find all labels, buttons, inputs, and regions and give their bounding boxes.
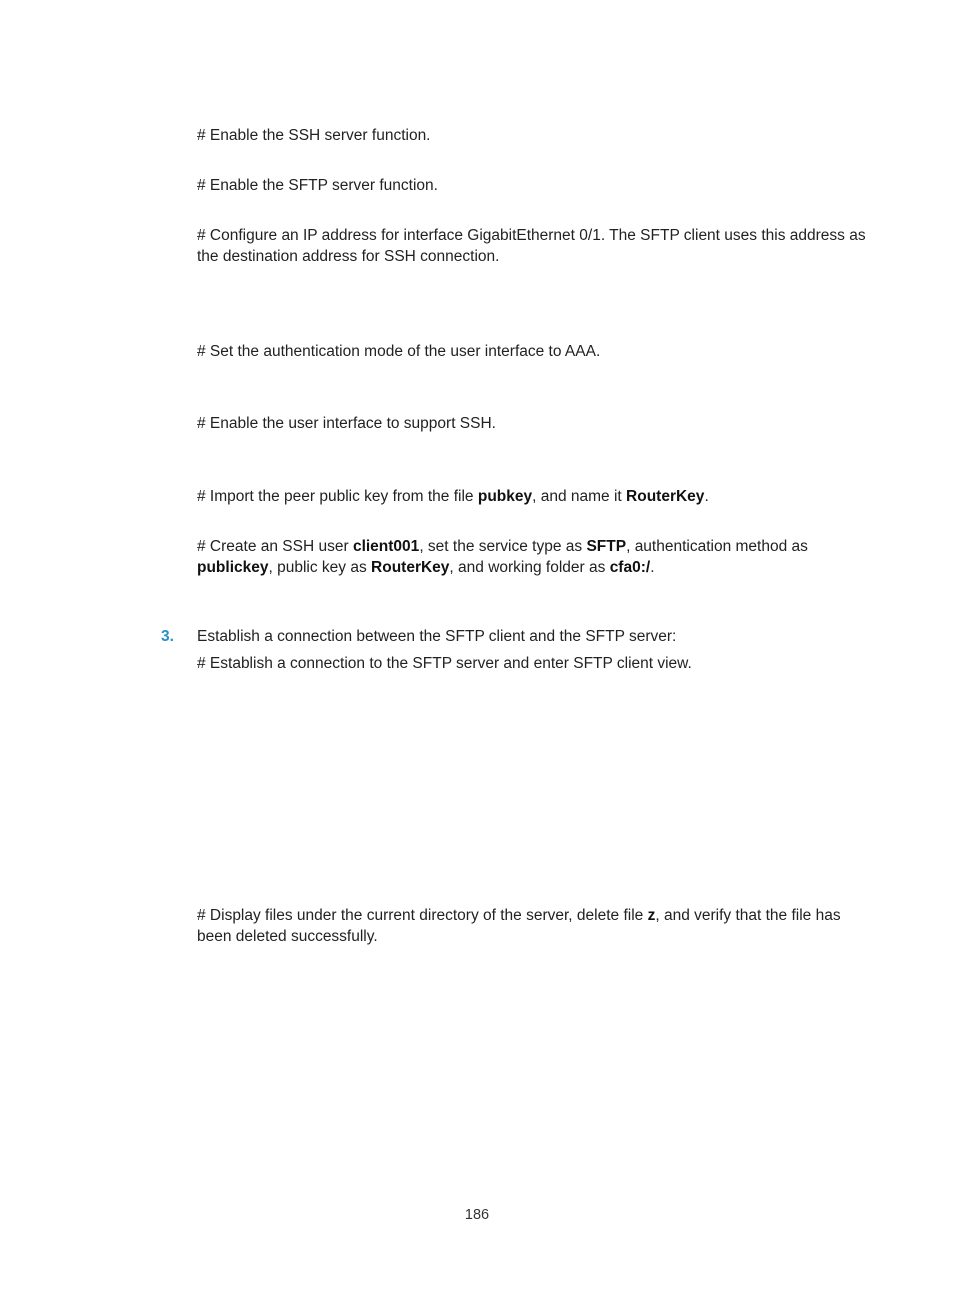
keyword: cfa0:/ <box>609 559 651 576</box>
keyword: z <box>647 907 656 924</box>
instruction-create-user: # Create an SSH user client001, set the service type as SFTP, authentication method as publickey, public key as RouterKey, and working folder as cfa0:/. <box>197 538 808 576</box>
keyword: SFTP <box>586 538 627 555</box>
instruction-configure-ip: # Configure an IP address for interface GigabitEthernet 0/1. The SFTP client uses this address as the destination address for SSH connection. <box>197 227 866 265</box>
keyword: RouterKey <box>626 488 705 505</box>
instruction-support-ssh: # Enable the user interface to support SSH. <box>197 415 496 432</box>
step-heading: Establish a connection between the SFTP client and the SFTP server: <box>197 628 677 645</box>
keyword: pubkey <box>477 488 533 505</box>
keyword: client001 <box>352 538 420 555</box>
step-number: 3. <box>161 628 174 645</box>
keyword: RouterKey <box>371 559 450 576</box>
keyword: publickey <box>197 559 269 576</box>
instruction-import-key: # Import the peer public key from the file pubkey, and name it RouterKey. <box>197 488 709 505</box>
instruction-enable-sftp: # Enable the SFTP server function. <box>197 177 438 194</box>
page-number: 186 <box>464 1207 490 1223</box>
instruction-auth-mode: # Set the authentication mode of the user interface to AAA. <box>197 343 601 360</box>
instruction-enable-ssh: # Enable the SSH server function. <box>197 127 431 144</box>
instruction-establish-connection: # Establish a connection to the SFTP server and enter SFTP client view. <box>197 655 692 672</box>
instruction-display-delete: # Display files under the current directory of the server, delete file z, and verify that the file has been deleted successfully. <box>197 907 841 945</box>
